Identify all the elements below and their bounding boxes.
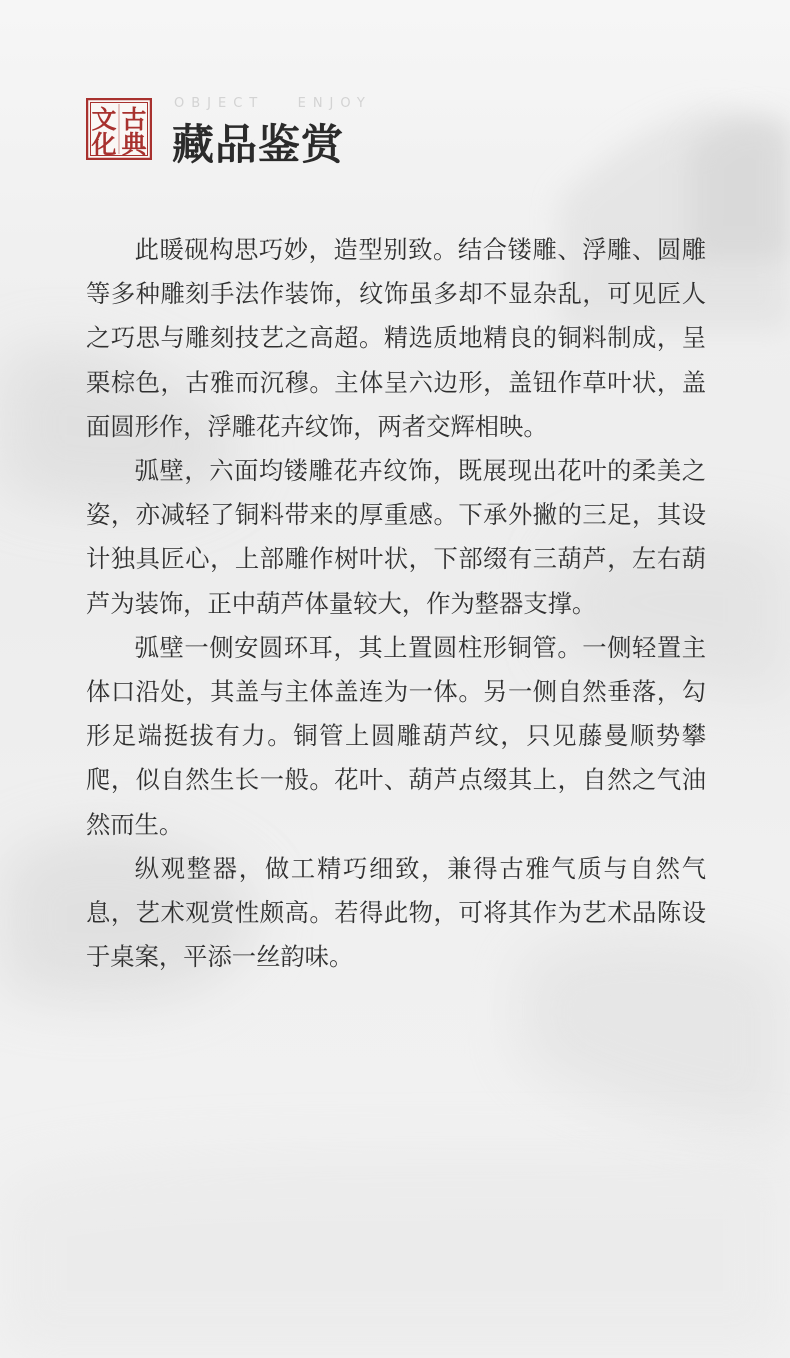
seal-stamp-logo	[86, 98, 152, 160]
paragraph: 弧壁，六面均镂雕花卉纹饰，既展现出花叶的柔美之姿，亦减轻了铜料带来的厚重感。下承外撇的三足，其设计独具匠心，上部雕作树叶状，下部缀有三葫芦，左右葫芦为装饰，正中葫芦体量较大，作为整器支撑。	[86, 456, 706, 618]
seal-char: 古	[121, 105, 147, 134]
section-title: 藏品鉴赏	[172, 120, 345, 169]
section-subtitle: OBJECT ENJOY	[174, 96, 372, 111]
article-body	[86, 228, 706, 979]
seal-char: 化	[91, 130, 117, 159]
paragraph: 纵观整器，做工精巧细致，兼得古雅气质与自然气息，艺术观赏性颇高。若得此物，可将其作为艺术品陈设于桌案，平添一丝韵味。	[86, 853, 706, 972]
seal-char: 文	[91, 105, 117, 134]
paragraph: 弧壁一侧安圆环耳，其上置圆柱形铜管。一侧轻置主体口沿处，其盖与主体盖连为一体。另一侧自然垂落，勾形足端挺拔有力。铜管上圆雕葫芦纹，只见藤曼顺势攀爬，似自然生长一般。花叶、葫芦点缀其上，自然之气油然而生。	[86, 632, 706, 839]
seal-char: 典	[121, 130, 147, 159]
paragraph: 此暖砚构思巧妙，造型别致。结合镂雕、浮雕、圆雕等多种雕刻手法作装饰，纹饰虽多却不显杂乱，可见匠人之巧思与雕刻技艺之高超。精选质地精良的铜料制成，呈栗棕色，古雅而沉穆。主体呈六边形，盖钮作草叶状，盖面圆形作，浮雕花卉纹饰，两者交辉相映。	[86, 235, 706, 441]
